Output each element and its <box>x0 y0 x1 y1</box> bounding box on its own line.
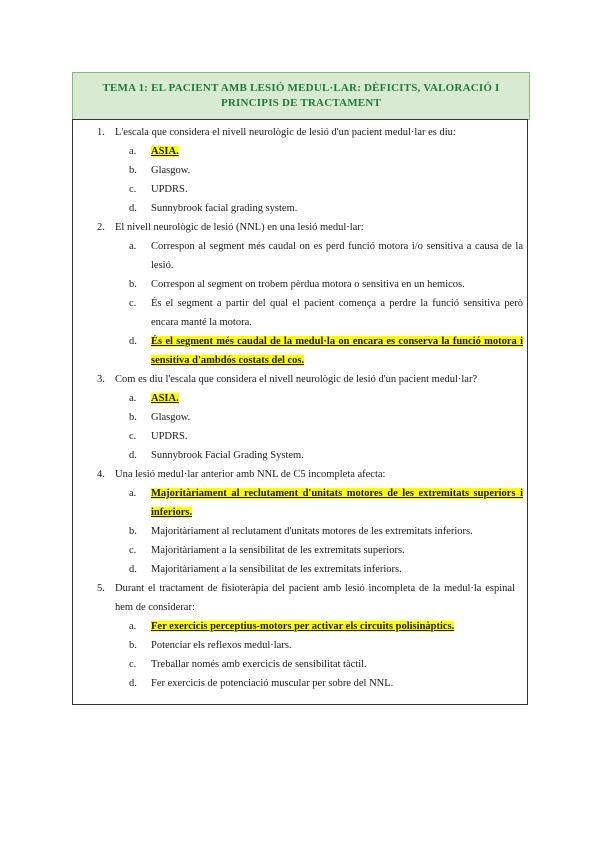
option-text: Treballar només amb exercicis de sensibilitat tàctil. <box>151 659 367 670</box>
question-text: Una lesió medul·lar anterior amb NNL de C5 incompleta afecta: <box>115 469 386 480</box>
option-text: Sunnybrook Facial Grading System. <box>151 450 304 461</box>
question-number: 3. <box>97 374 105 385</box>
option-text: Glasgow. <box>151 412 191 423</box>
correct-answer-highlight: ASIA. <box>151 393 179 404</box>
option-letter: b. <box>129 526 137 537</box>
option-text: Potenciar els reflexos medul·lars. <box>151 640 292 651</box>
option-text: UPDRS. <box>151 431 188 442</box>
option-letter: a. <box>129 241 137 252</box>
option-letter: a. <box>129 488 137 499</box>
document-title-box <box>72 72 530 120</box>
document-title: TEMA 1: EL PACIENT AMB LESIÓ MEDUL·LAR: DÈFICITS, VALORACIÓ I PRINCIPIS DE TRACTAMENT <box>102 82 500 109</box>
question-number: 4. <box>97 469 105 480</box>
option-letter: c. <box>129 659 137 670</box>
question-text: Durant el tractament de fisioteràpia del pacient amb lesió incompleta de la medul·la espinal hem de considerar: <box>115 583 515 613</box>
option-letter: a. <box>129 393 137 404</box>
correct-answer-highlight: Fer exercicis perceptius-motors per activar els circuits polisinàptics. <box>151 621 455 632</box>
option-letter: b. <box>129 279 137 290</box>
option-letter: c. <box>129 184 137 195</box>
option-letter: b. <box>129 165 137 176</box>
option-letter: d. <box>129 336 137 347</box>
option-text: Sunnybrook facial grading system. <box>151 203 298 214</box>
option-letter: b. <box>129 640 137 651</box>
question-text: El nivell neurològic de lesió (NNL) en una lesió medul·lar: <box>115 222 364 233</box>
option-text: Majoritàriament a la sensibilitat de les extremitats superiors. <box>151 545 405 556</box>
option-text: Glasgow. <box>151 165 191 176</box>
option-text: UPDRS. <box>151 184 188 195</box>
option-letter: c. <box>129 298 137 309</box>
option-letter: d. <box>129 678 137 689</box>
option-text: Correspon al segment on trobem pèrdua motora o sensitiva en un hemicos. <box>151 279 465 290</box>
question-number: 1. <box>97 127 105 138</box>
option-text: Fer exercicis de potenciació muscular per sobre del NNL. <box>151 678 394 689</box>
question-number: 2. <box>97 222 105 233</box>
option-letter: a. <box>129 621 137 632</box>
question-number: 5. <box>97 583 105 594</box>
option-letter: c. <box>129 431 137 442</box>
option-letter: d. <box>129 203 137 214</box>
option-letter: d. <box>129 450 137 461</box>
option-text: Majoritàriament a la sensibilitat de les extremitats inferiors. <box>151 564 402 575</box>
option-text: És el segment a partir del qual el pacient comença a perdre la funció sensitiva però encara manté la motora. <box>151 298 523 328</box>
correct-answer-highlight: Majoritàriament al reclutament d'unitats motores de les extremitats superiors i inferiors. <box>151 488 523 518</box>
option-letter: d. <box>129 564 137 575</box>
question-text: Com es diu l'escala que considera el nivell neurològic de lesió d'un pacient medul·lar? <box>115 374 478 385</box>
option-letter: b. <box>129 412 137 423</box>
question-text: L'escala que considera el nivell neurològic de lesió d'un pacient medul·lar es diu: <box>115 127 456 138</box>
option-letter: a. <box>129 146 137 157</box>
option-text: Correspon al segment més caudal on es perd funció motora i/o sensitiva a causa de la lesió. <box>151 241 523 271</box>
correct-answer-highlight: ASIA. <box>151 146 179 157</box>
questions-box <box>72 119 528 705</box>
option-letter: c. <box>129 545 137 556</box>
correct-answer-highlight: És el segment més caudal de la medul·la on encara es conserva la funció motora i sensitiva d'ambdós costats del cos. <box>151 336 523 366</box>
option-text: Majoritàriament al reclutament d'unitats motores de les extremitats inferiors. <box>151 526 473 537</box>
